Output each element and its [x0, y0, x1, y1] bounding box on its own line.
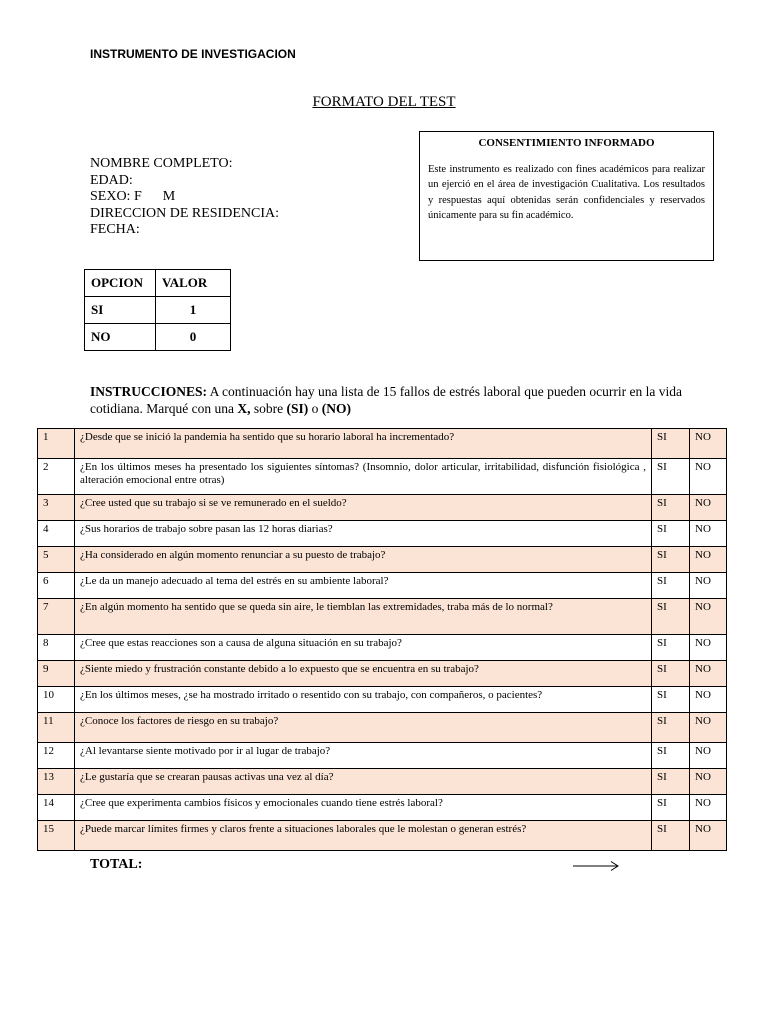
- question-number: 11: [38, 713, 75, 743]
- question-row: [38, 661, 727, 687]
- question-row: [38, 769, 727, 795]
- question-text: ¿Cree que estas reacciones son a causa de alguna situación en su trabajo?: [75, 635, 652, 661]
- question-text: ¿Cree que experimenta cambios físicos y emocionales cuando tiene estrés laboral?: [75, 795, 652, 821]
- question-text: ¿Ha considerado en algún momento renunciar a su puesto de trabajo?: [75, 547, 652, 573]
- answer-si[interactable]: SI: [652, 599, 690, 635]
- question-number: 8: [38, 635, 75, 661]
- question-number: 1: [38, 429, 75, 459]
- value-row: [85, 324, 231, 351]
- field-fecha: FECHA:: [90, 222, 140, 237]
- question-row: [38, 713, 727, 743]
- answer-no[interactable]: NO: [690, 713, 727, 743]
- question-text: ¿En los últimos meses, ¿se ha mostrado irritado o resentido con su trabajo, con compañeros, o pacientes?: [75, 687, 652, 713]
- value-option: SI: [85, 297, 156, 324]
- question-text: ¿Siente miedo y frustración constante debido a lo expuesto que se encuentra en su trabajo?: [75, 661, 652, 687]
- answer-si[interactable]: SI: [652, 687, 690, 713]
- question-row: [38, 821, 727, 851]
- instructions-text: o: [308, 401, 322, 416]
- question-text: ¿Al levantarse siente motivado por ir al lugar de trabajo?: [75, 743, 652, 769]
- field-nombre: NOMBRE COMPLETO:: [90, 156, 233, 171]
- question-number: 9: [38, 661, 75, 687]
- question-text: ¿Cree usted que su trabajo si se ve remunerado en el sueldo?: [75, 495, 652, 521]
- value-table-header: [85, 270, 231, 297]
- question-text: ¿Le gustaría que se crearan pausas activas una vez al día?: [75, 769, 652, 795]
- document-header: INSTRUMENTO DE INVESTIGACION: [90, 47, 296, 61]
- instructions-text: sobre: [250, 401, 287, 416]
- total-label: TOTAL:: [90, 857, 143, 872]
- answer-no[interactable]: NO: [690, 573, 727, 599]
- answer-no[interactable]: NO: [690, 547, 727, 573]
- instructions-x: X,: [237, 401, 251, 416]
- value-row: [85, 297, 231, 324]
- value-value: 0: [156, 324, 231, 351]
- answer-si[interactable]: SI: [652, 547, 690, 573]
- value-header-option: OPCION: [85, 270, 156, 297]
- question-text: ¿En los últimos meses ha presentado los siguientes síntomas? (Insomnio, dolor articular, irritabilidad, disfunción fisiológica , alteración emocional entre otras): [75, 459, 652, 495]
- question-row: [38, 573, 727, 599]
- question-row: [38, 429, 727, 459]
- questions-table: [37, 428, 727, 851]
- answer-si[interactable]: SI: [652, 521, 690, 547]
- consent-box: [419, 131, 714, 261]
- question-text: ¿Desde que se inició la pandemia ha sentido que su horario laboral ha incrementado?: [75, 429, 652, 459]
- answer-no[interactable]: NO: [690, 635, 727, 661]
- answer-no[interactable]: NO: [690, 495, 727, 521]
- question-number: 4: [38, 521, 75, 547]
- answer-si[interactable]: SI: [652, 495, 690, 521]
- instructions: [90, 383, 690, 417]
- consent-text: Este instrumento es realizado con fines académicos para realizar un ejerció en el área de investigación Cualitativa. Los resultados y respuestas aquí obtenidas serán confidenciales y reservados únicamente para su fin académico.: [428, 164, 705, 222]
- question-number: 7: [38, 599, 75, 635]
- question-text: ¿Puede marcar límites firmes y claros frente a situaciones laborales que le molestan o generan estrés?: [75, 821, 652, 851]
- instructions-no: (NO): [321, 401, 351, 416]
- question-row: [38, 521, 727, 547]
- answer-si[interactable]: SI: [652, 635, 690, 661]
- question-number: 6: [38, 573, 75, 599]
- question-row: [38, 635, 727, 661]
- answer-no[interactable]: NO: [690, 687, 727, 713]
- question-row: [38, 687, 727, 713]
- question-number: 10: [38, 687, 75, 713]
- answer-si[interactable]: SI: [652, 769, 690, 795]
- instructions-text: A continuación hay una lista de 15 fallos de estrés laboral que pueden ocurrir en la vida cotidiana. Marqué con una: [90, 384, 683, 416]
- question-number: 2: [38, 459, 75, 495]
- answer-si[interactable]: SI: [652, 429, 690, 459]
- personal-fields: [90, 156, 279, 239]
- answer-si[interactable]: SI: [652, 459, 690, 495]
- answer-no[interactable]: NO: [690, 599, 727, 635]
- answer-no[interactable]: NO: [690, 661, 727, 687]
- arrow-right-icon: [573, 860, 621, 872]
- answer-si[interactable]: SI: [652, 573, 690, 599]
- field-edad: EDAD:: [90, 172, 133, 188]
- answer-no[interactable]: NO: [690, 743, 727, 769]
- answer-si[interactable]: SI: [652, 821, 690, 851]
- answer-no[interactable]: NO: [690, 795, 727, 821]
- answer-no[interactable]: NO: [690, 821, 727, 851]
- value-table: [84, 269, 231, 351]
- field-sexo: SEXO: F M: [90, 189, 176, 204]
- answer-si[interactable]: SI: [652, 795, 690, 821]
- question-row: [38, 795, 727, 821]
- question-number: 5: [38, 547, 75, 573]
- value-option: NO: [85, 324, 156, 351]
- question-number: 13: [38, 769, 75, 795]
- answer-no[interactable]: NO: [690, 769, 727, 795]
- question-text: ¿Conoce los factores de riesgo en su trabajo?: [75, 713, 652, 743]
- field-direccion: DIRECCION DE RESIDENCIA:: [90, 205, 279, 221]
- question-text: ¿En algún momento ha sentido que se queda sin aire, le tiemblan las extremidades, traba más de lo normal?: [75, 599, 652, 635]
- question-row: [38, 459, 727, 495]
- page-title: FORMATO DEL TEST: [312, 94, 456, 110]
- value-value: 1: [156, 297, 231, 324]
- instructions-label: INSTRUCCIONES:: [90, 384, 208, 399]
- answer-si[interactable]: SI: [652, 743, 690, 769]
- question-row: [38, 495, 727, 521]
- question-number: 15: [38, 821, 75, 851]
- answer-no[interactable]: NO: [690, 459, 727, 495]
- question-number: 12: [38, 743, 75, 769]
- consent-title: CONSENTIMIENTO INFORMADO: [478, 137, 655, 149]
- answer-no[interactable]: NO: [690, 429, 727, 459]
- answer-si[interactable]: SI: [652, 661, 690, 687]
- question-number: 14: [38, 795, 75, 821]
- question-row: [38, 547, 727, 573]
- answer-no[interactable]: NO: [690, 521, 727, 547]
- question-text: ¿Le da un manejo adecuado al tema del estrés en su ambiente laboral?: [75, 573, 652, 599]
- instructions-si: (SI): [286, 401, 309, 416]
- question-row: [38, 743, 727, 769]
- question-row: [38, 599, 727, 635]
- answer-si[interactable]: SI: [652, 713, 690, 743]
- question-number: 3: [38, 495, 75, 521]
- question-text: ¿Sus horarios de trabajo sobre pasan las 12 horas diarias?: [75, 521, 652, 547]
- value-header-value: VALOR: [156, 270, 231, 297]
